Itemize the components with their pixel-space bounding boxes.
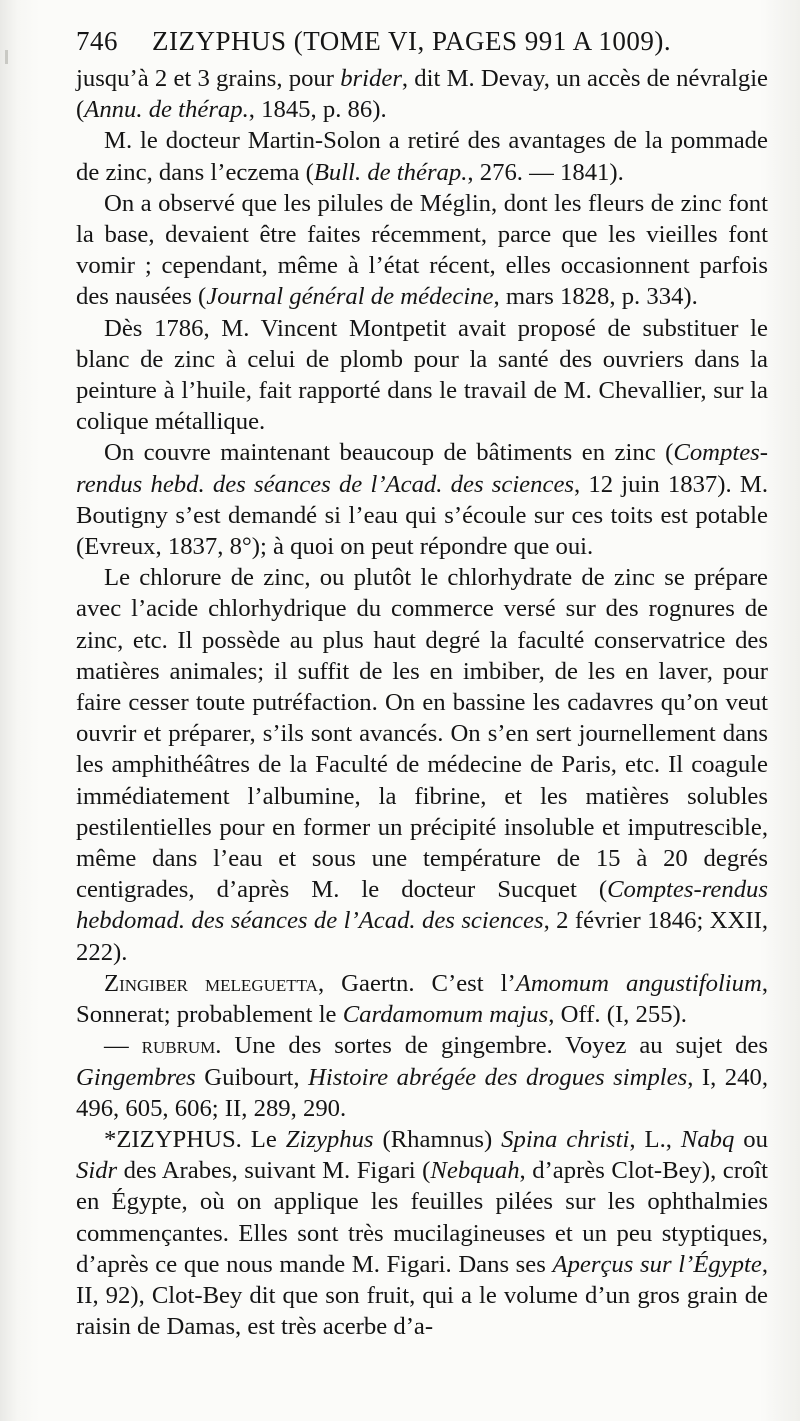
text-run: —	[104, 1032, 142, 1060]
text-run: jusqu’à 2 et 3 grains, pour	[76, 65, 341, 92]
running-title: ZIZYPHUS	[152, 26, 287, 56]
text-run: , II, 92), Clot-Bey dit que son fruit, qui a le volume d’un gros grain de raisin de Damas, est très acerbe d’a-	[76, 1250, 768, 1341]
citation-italic: Comptes-rendus hebdomad. des séances de l’Acad. des sciences	[76, 876, 768, 935]
text-run: , dit M. Devay, un accès de névralgie (	[76, 65, 769, 124]
paragraph-batiments	[76, 437, 768, 562]
body-text	[76, 63, 768, 1342]
citation-italic: Aperçus sur l’Égypte	[552, 1250, 762, 1278]
entry-rubrum	[76, 1030, 768, 1124]
italic-run: Gingembres	[76, 1063, 196, 1091]
text-run: On a observé que les pilules de Méglin, dont les fleurs de zinc font la base, devaient être faites récemment, parce que les vieilles font vomir ; cependant, même à l’état récent, elles occasionnent parfois des nausées (	[76, 189, 768, 311]
text-run: , mars 1828, p. 334).	[493, 283, 698, 311]
text-run: des Arabes, suivant M. Figari (	[117, 1157, 431, 1185]
text-run: , 1845, p. 86).	[248, 96, 387, 124]
citation-italic: Bull. de thérap.	[313, 158, 468, 186]
text-run: (Rhamnus)	[373, 1125, 502, 1153]
text-run: , 2 février 1846; XXII, 222).	[76, 907, 768, 966]
italic-run: Cardamomum majus	[342, 1001, 549, 1029]
italic-run: Zizyphus	[285, 1125, 374, 1153]
paragraph-meglin	[76, 188, 768, 313]
volume-reference: (TOME VI, PAGES 991 A 1009).	[293, 26, 672, 56]
text-run: . Une des sortes de gingembre. Voyez au sujet des	[215, 1032, 768, 1060]
italic-run: Histoire abrégée des drogues simples	[308, 1063, 688, 1091]
text-run: ou	[734, 1125, 768, 1153]
paragraph-montpetit	[76, 313, 768, 438]
entry-headword: *ZIZYPHUS. Le	[104, 1125, 286, 1153]
text-run: Guibourt,	[195, 1063, 309, 1091]
page-edge-mark	[5, 50, 8, 64]
text-run: On couvre maintenant beaucoup de bâtiments en zinc (	[104, 439, 674, 467]
paragraph-martin-solon	[76, 125, 768, 187]
text-run: M. le docteur Martin-Solon a retiré des avantages de la pommade de zinc, dans l’eczema (	[76, 127, 768, 186]
italic-run: Nebquah	[430, 1157, 520, 1185]
entry-zingiber-meleguetta	[76, 968, 768, 1030]
italic-run: brider	[340, 65, 402, 92]
text-run: , d’après Clot-Bey), croît en Égypte, où on applique les feuilles pilées sur les ophthalmies commençantes. Elles sont très mucilagineuses et un peu styptiques, d’après ce que nous mande M. Figari. Dans ses	[76, 1157, 769, 1278]
text-run: , Sonnerat; probablement le	[76, 969, 768, 1029]
text-run: , L.,	[629, 1125, 681, 1153]
text-run: , Off. (I, 255).	[548, 1001, 687, 1029]
citation-italic: Comptes-rendus hebd. des séances de l’Acad. des sciences	[76, 439, 768, 498]
text-run: Le chlorure de zinc, ou plutôt le chlorhydrate de zinc se prépare avec l’acide chlorhydrique du commerce versé sur des rognures de zinc, etc. Il possède au plus haut degré la faculté conservatrice des matières animales; il suffit de les en imbiber, de les en laver, pour faire cesser toute putréfaction. On en bassine les cadavres qu’on veut ouvrir et préparer, s’ils sont avancés. On s’en sert journellement dans les amphithéâtres de la Faculté de médecine de Paris, etc. Il coagule immédiatement l’albumine, la fibrine, et les matières solubles pestilentielles pour en former un précipité insoluble et imputrescible, même dans l’eau et sous une température de 15 à 20 degrés centigrades, d’après M. le docteur Sucquet (	[76, 564, 768, 904]
citation-italic: Annu. de thérap.	[84, 96, 249, 124]
text-run: , 12 juin 1837). M. Boutigny s’est demandé si l’eau qui s’écoule sur ces toits est potable (Evreux, 1837, 8°); à quoi on peut répondre que oui.	[76, 470, 768, 561]
paragraph-chlorure	[76, 562, 768, 968]
running-header	[76, 26, 768, 57]
text-run: , I, 240, 496, 605, 606; II, 289, 290.	[76, 1063, 768, 1122]
entry-headword: rubrum	[141, 1032, 216, 1060]
paragraph-continuation	[76, 63, 768, 125]
citation-italic: Journal général de médecine	[206, 283, 494, 311]
italic-run: Nabq	[680, 1125, 735, 1153]
text-run: , Gaertn. C’est l’	[317, 969, 516, 997]
italic-run: Spina christi	[501, 1125, 630, 1153]
italic-run: Sidr	[76, 1157, 118, 1185]
text-run: Dès 1786, M. Vincent Montpetit avait proposé de substituer le blanc de zinc à celui de plomb pour la santé des ouvriers dans la peinture à l’huile, fait rapporté dans le travail de M. Chevallier, sur la colique métallique.	[76, 314, 768, 436]
entry-zizyphus	[76, 1124, 768, 1342]
text-run: , 276. — 1841).	[467, 158, 624, 186]
italic-run: Amomum angustifolium	[515, 969, 762, 997]
entry-headword: Zingiber meleguetta	[104, 969, 318, 997]
page-number: 746	[76, 26, 118, 56]
